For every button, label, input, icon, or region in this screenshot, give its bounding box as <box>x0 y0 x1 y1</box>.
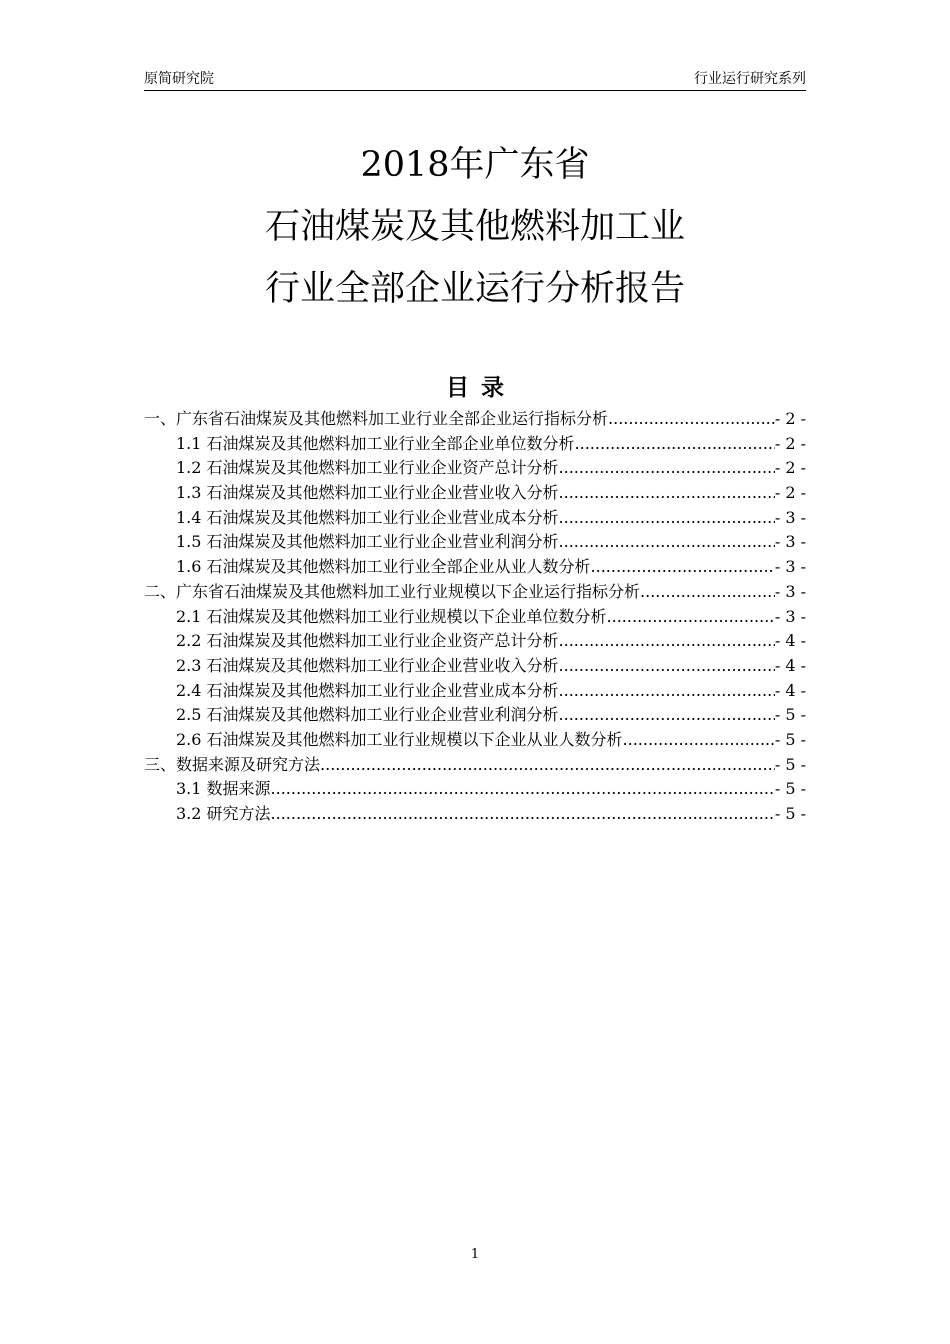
toc-entry[interactable] <box>144 678 806 703</box>
toc-entry-label: 3.2 研究方法 <box>176 804 271 823</box>
toc-entry-label: 3.1 数据来源 <box>176 779 271 799</box>
toc-leader-dots <box>559 631 775 650</box>
toc-entry[interactable] <box>144 529 806 554</box>
toc-heading: 目录 <box>446 375 516 401</box>
toc-entry[interactable] <box>144 579 806 604</box>
toc-entry-page: - 4 - <box>774 680 806 700</box>
toc-entry-label: 1.1 石油煤炭及其他燃料加工业行业全部企业单位数分析 <box>176 433 575 453</box>
toc-entry[interactable] <box>144 554 806 579</box>
toc-entry-page: - 3 - <box>774 507 806 527</box>
toc-entry-page: - 2 - <box>774 483 806 503</box>
toc-entry[interactable] <box>144 702 806 727</box>
toc-entry-label: 2.6 石油煤炭及其他燃料加工业行业规模以下企业从业人数分析 <box>176 729 623 749</box>
toc-entry-page: - 3 - <box>774 532 806 552</box>
toc-leader-dots <box>559 681 775 700</box>
toc-entry-page: - 4 - <box>774 631 806 651</box>
toc-entry[interactable] <box>144 727 806 752</box>
toc-entry[interactable] <box>144 653 806 678</box>
toc-entry[interactable] <box>144 505 806 530</box>
toc-entry-page: - 3 - <box>774 581 806 601</box>
toc-entry[interactable] <box>144 604 806 629</box>
toc-entry[interactable] <box>144 752 806 777</box>
toc-leader-dots <box>623 730 775 749</box>
report-title-line-3: 行业全部企业运行分析报告 <box>264 269 685 309</box>
toc-entry-page: - 2 - <box>774 458 806 478</box>
toc-leader-dots <box>559 705 775 724</box>
toc-leader-dots <box>559 483 775 502</box>
toc-entry-label: 三、数据来源及研究方法 <box>144 754 321 774</box>
report-title-line-2: 石油煤炭及其他燃料加工业 <box>264 207 685 247</box>
toc-leader-dots <box>320 755 775 774</box>
header-org-name: 原简研究院 <box>144 71 214 87</box>
toc-leader-dots <box>271 804 775 823</box>
toc-entry[interactable] <box>144 776 806 801</box>
toc-entry-page: - 4 - <box>774 655 806 675</box>
toc-entry[interactable] <box>144 431 806 456</box>
toc-entry-label: 2.2 石油煤炭及其他燃料加工业行业企业资产总计分析 <box>176 631 559 651</box>
toc-entry-page: - 3 - <box>774 557 806 577</box>
toc-entry[interactable] <box>144 628 806 653</box>
toc-entry-page: - 3 - <box>774 606 806 626</box>
header-series-name: 行业运行研究系列 <box>694 71 806 87</box>
toc-entry[interactable] <box>144 801 806 826</box>
toc-entry-label: 2.1 石油煤炭及其他燃料加工业行业规模以下企业单位数分析 <box>176 606 607 626</box>
toc-entry-label: 2.3 石油煤炭及其他燃料加工业行业企业营业收入分析 <box>176 655 559 675</box>
toc-entry-label: 2.5 石油煤炭及其他燃料加工业行业企业营业利润分析 <box>176 705 559 725</box>
toc-leader-dots <box>607 607 775 626</box>
toc-leader-dots <box>559 508 775 527</box>
toc-leader-dots <box>575 434 775 453</box>
toc-entry-label: 二、广东省石油煤炭及其他燃料加工业行业规模以下企业运行指标分析 <box>144 581 641 601</box>
toc-entry[interactable] <box>144 455 806 480</box>
page-number: 1 <box>470 1247 480 1262</box>
toc-entry-label: 1.5 石油煤炭及其他燃料加工业行业企业营业利润分析 <box>176 532 559 552</box>
report-title-line-1: 2018年广东省 <box>360 145 590 185</box>
toc-entry-label: 1.6 石油煤炭及其他燃料加工业行业全部企业从业人数分析 <box>176 557 591 577</box>
toc-entry-page: - 5 - <box>774 705 806 725</box>
toc-leader-dots <box>559 656 775 675</box>
toc-entry-page: - 2 - <box>774 433 806 453</box>
toc-entry-label: 1.3 石油煤炭及其他燃料加工业行业企业营业收入分析 <box>176 483 559 503</box>
toc-leader-dots <box>559 532 775 551</box>
toc-entry-page: - 5 - <box>774 754 806 774</box>
toc-entry-label: 1.2 石油煤炭及其他燃料加工业行业企业资产总计分析 <box>176 458 559 478</box>
toc-entry-page: - 5 - <box>774 779 806 799</box>
page-header <box>144 68 806 91</box>
toc-leader-dots <box>591 557 775 576</box>
toc-entry-page: - 5 - <box>774 729 806 749</box>
toc-leader-dots <box>271 779 775 798</box>
toc-entry[interactable] <box>144 406 806 431</box>
toc-leader-dots <box>559 458 775 477</box>
toc-entry-label: 1.4 石油煤炭及其他燃料加工业行业企业营业成本分析 <box>176 507 559 527</box>
toc-entry-label: 2.4 石油煤炭及其他燃料加工业行业企业营业成本分析 <box>176 680 559 700</box>
toc-entry-label: 一、广东省石油煤炭及其他燃料加工业行业全部企业运行指标分析 <box>144 409 609 428</box>
toc-entry[interactable] <box>144 480 806 505</box>
table-of-contents <box>144 406 806 826</box>
toc-leader-dots <box>640 582 775 601</box>
toc-leader-dots <box>608 409 775 428</box>
toc-entry-page: - 5 - <box>774 804 806 823</box>
toc-entry-page: - 2 - <box>774 409 806 428</box>
